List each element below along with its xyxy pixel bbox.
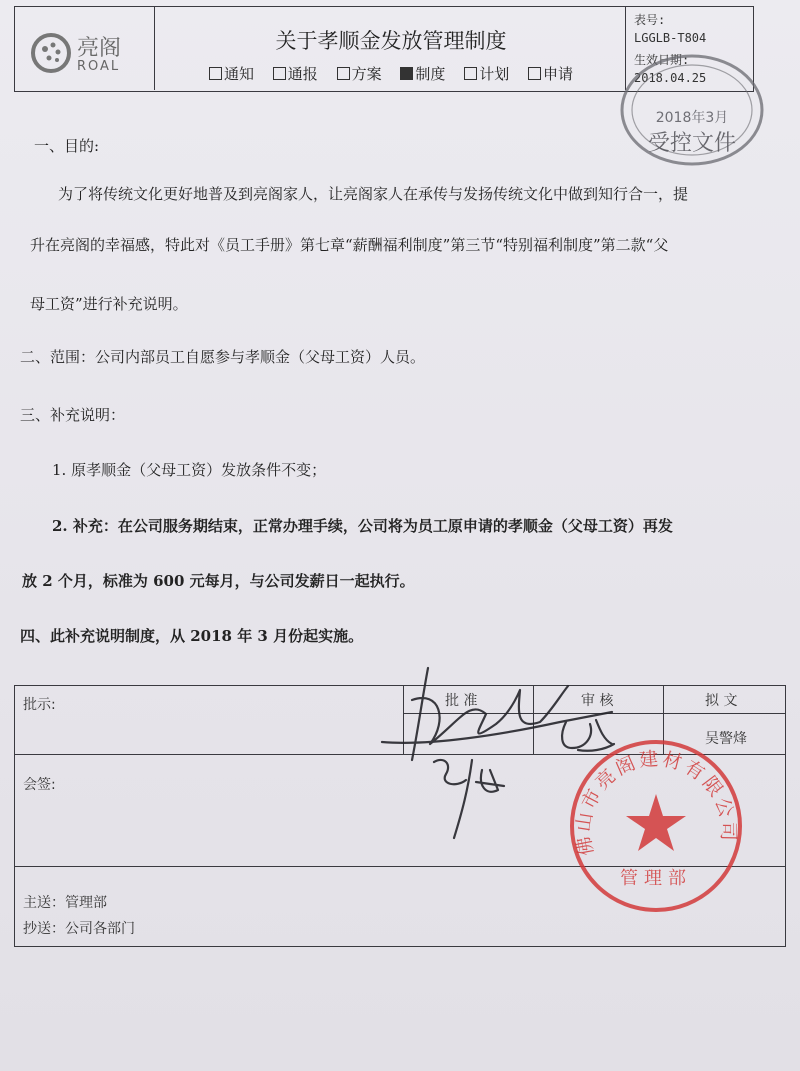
doc-type-plan: 方案 — [337, 63, 382, 84]
instruction-label: 批示: — [23, 697, 56, 713]
draft-label: 拟 文 — [705, 693, 738, 709]
section-2: 二、范围：公司内部员工自愿参与孝顺金（父母工资）人员。 — [20, 348, 426, 366]
seal-department: 管理部 — [620, 868, 692, 889]
section-1-heading: 一、目的: — [34, 137, 100, 155]
main-recipient: 主送：管理部 — [23, 895, 107, 911]
form-number-label: 表号: — [634, 13, 666, 27]
handwritten-date-icon — [434, 760, 504, 838]
section-4: 四、此补充说明制度，从 2018 年 3 月份起实施。 — [20, 627, 364, 645]
section-1-line-3: 母工资”进行补充说明。 — [30, 295, 188, 313]
effective-date-label: 生效日期: — [634, 53, 690, 67]
approve-label: 批 准 — [445, 693, 478, 709]
section-3-heading: 三、补充说明： — [20, 406, 126, 424]
doc-type-bulletin: 通报 — [273, 63, 318, 84]
doc-type-application: 申请 — [528, 63, 573, 84]
countersign-label: 会签: — [23, 777, 56, 793]
section-3-item-2-line-1: 2. 补充：在公司服务期结束，正常办理手续，公司将为员工原申请的孝顺金（父母工资）再发 — [52, 517, 673, 535]
drafter-name: 吴警烽 — [705, 731, 747, 747]
form-number: LGGLB-T804 — [634, 31, 707, 45]
logo-text-cn: 亮阁 — [77, 36, 122, 61]
seal-company-name: 佛山市亮阁建材有限公司 — [572, 747, 740, 858]
logo-text-en: ROAL — [77, 59, 121, 74]
section-1-line-2: 升在亮阁的幸福感，特此对《员工手册》第七章“薪酬福利制度”第三节“特别福利制度”第二款“父 — [30, 236, 669, 254]
stamp-date-text: 2018年3月 — [655, 110, 729, 126]
section-3-item-1: 1. 原孝顺金（父母工资）发放条件不变； — [52, 461, 327, 479]
section-3-item-2-line-2: 放 2 个月，标准为 600 元每月，与公司发薪日一起执行。 — [22, 572, 415, 590]
doc-type-schedule: 计划 — [464, 63, 509, 84]
doc-type-regulation: 制度 — [400, 63, 445, 84]
approver-signature-icon — [412, 668, 568, 760]
doc-type-notice: 通知 — [209, 63, 254, 84]
reviewer-signature-icon — [562, 720, 614, 751]
cc-recipient: 抄送：公司各部门 — [23, 921, 135, 937]
stamp-controlled-text: 受控文件 — [647, 131, 737, 156]
review-label: 审 核 — [581, 693, 614, 709]
effective-date: 2018.04.25 — [634, 71, 707, 85]
document-title: 关于孝顺金发放管理制度 — [275, 29, 507, 53]
section-1-line-1: 为了将传统文化更好地普及到亮阁家人，让亮阁家人在承传与发扬传统文化中做到知行合一，提 — [58, 185, 689, 203]
